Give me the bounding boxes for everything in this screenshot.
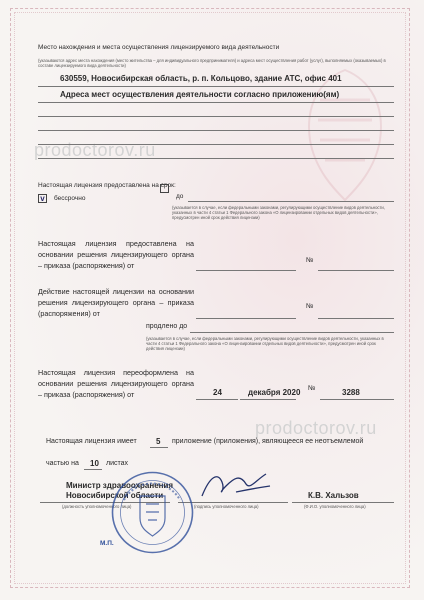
- watermark: prodoctorov.ru: [34, 140, 156, 160]
- location-title: Место нахождения и места осуществления лицензируемого вида деятельности: [38, 44, 280, 51]
- reissue-date: декабря 2020: [248, 388, 301, 397]
- until-label: до: [176, 193, 184, 200]
- position-caption: (должность уполномоченного лица): [62, 504, 132, 509]
- address: 630559, Новосибирская область, р. п. Кольцово, здание АТС, офис 401: [60, 74, 342, 83]
- extension-text: Действие настоящей лицензии на основании решения лицензирующего органа – приказа (распоряжения) от: [38, 287, 194, 318]
- term-note: (указывается в случае, если федеральными законами, регулирующими осуществление видов деятельности, указанных в части 4 статьи 1 Федерального закона «О лицензировании отдельных видов деятельности», предусмотрен иной срок действия лицензии): [172, 205, 385, 220]
- watermark: prodoctorov.ru: [255, 418, 377, 438]
- appendix-part-prefix: частью на: [46, 460, 79, 467]
- appendix-part-suffix: листах: [106, 460, 129, 467]
- name-caption: (Ф.И.О. уполномоченного лица): [304, 504, 366, 509]
- signature-icon: [196, 466, 276, 502]
- location-note: (указываются адрес места нахождения (место жительства – для индивидуального предпринимателя) и адреса мест осуществления работ (услуг), выполняемых (оказываемых) в составе лицензируемого вида деятельности): [38, 58, 386, 68]
- unlimited-label: бессрочно: [54, 195, 86, 202]
- official-seal-icon: [110, 470, 195, 555]
- extension-number-sign: №: [306, 303, 314, 310]
- term-label: Настоящая лицензия предоставлена на срок:: [38, 182, 176, 189]
- signer-position-line2: Новосибирской области: [66, 491, 164, 500]
- signer-name: К.В. Хальзов: [308, 491, 359, 500]
- signer-position-line1: Министр здравоохранения: [66, 481, 174, 490]
- seal-label: М.П.: [100, 540, 114, 547]
- basis-number-sign: №: [306, 257, 314, 264]
- extended-until: продлено до: [146, 323, 188, 330]
- signature-caption: (подпись уполномоченного лица): [194, 504, 259, 509]
- until-checkbox: [160, 184, 169, 193]
- basis-text: Настоящая лицензия предоставлена на основании решения лицензирующего органа – приказа (распоряжения) от: [38, 239, 194, 270]
- reissue-number: 3288: [342, 388, 360, 397]
- reissue-number-sign: №: [308, 385, 316, 392]
- extension-note: (указывается в случае, если федеральными законами, регулирующими осуществление видов деятельности, указанных в части 4 статьи 1 Федерального закона «О лицензировании отдельных видов деятельности», предусмотрен иной срок действия лицензии): [146, 336, 384, 351]
- appendix-count: 5: [156, 437, 161, 446]
- unlimited-checkbox: v: [38, 194, 47, 203]
- appendix-prefix: Настоящая лицензия имеет: [46, 438, 137, 445]
- annex-note: Адреса мест осуществления деятельности согласно приложению(ям): [60, 90, 340, 99]
- appendix-sheets: 10: [90, 459, 99, 468]
- reissue-text: Настоящая лицензия переоформлена на основании решения лицензирующего органа – приказа (распоряжения) от: [38, 368, 194, 399]
- appendix-suffix: приложение (приложения), являющееся ее неотъемлемой: [172, 438, 364, 445]
- reissue-day: 24: [213, 388, 222, 397]
